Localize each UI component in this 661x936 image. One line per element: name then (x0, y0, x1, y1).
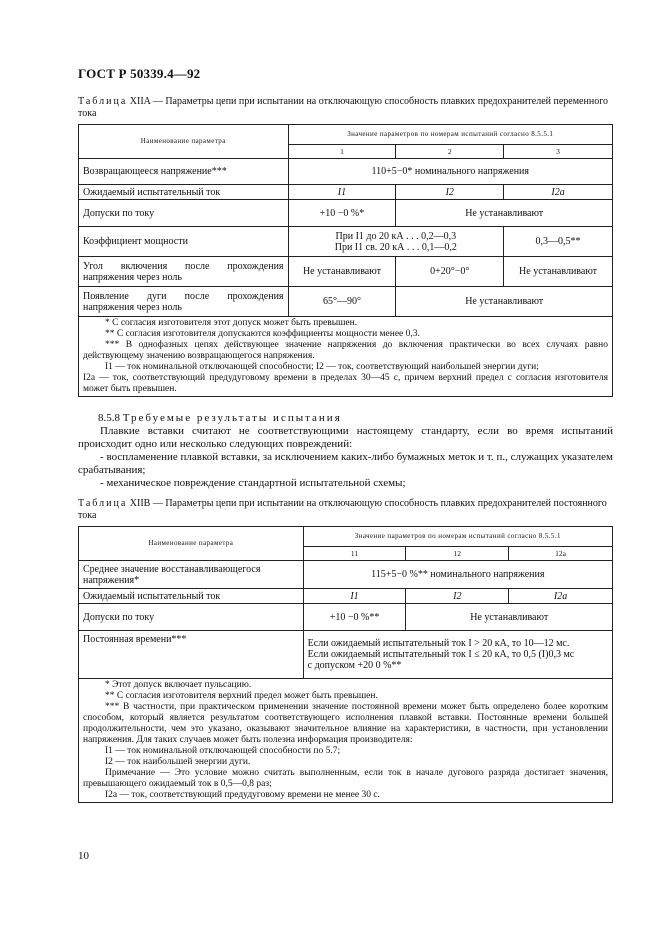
section-title: Требуемые результаты испытания (122, 412, 342, 424)
table-a-num-1: 1 (288, 145, 396, 159)
table-b-num-2: 12 (406, 547, 509, 561)
table-a-r2-v1: I1 (288, 185, 396, 200)
table-a-r3-label: Допуски по току (79, 200, 289, 227)
table-a-r4-v1b: При I1 св. 20 кА . . . 0,1—0,2 (334, 241, 457, 253)
table-a-note-4: I1 — ток номинальной отключающей способности; I2 — ток, соответствующий наибольшей энергии дуги; (105, 362, 539, 372)
table-a-caption-text: XIIA — Параметры цепи при испытании на отключающую способность плавких предохранителей переменного тока (78, 96, 609, 119)
table-a-r5-v1: Не устанавливают (288, 257, 396, 287)
table-a-r1-value: 110+5−0* номинального напряжения (288, 159, 612, 185)
table-b-note-3: *** В частности, при практическом применении значение постоянной времени может быть определено более коротким способом, который является результатом соответствующего исполнения плавкой вставки. Постоянные времени большей продолжительности, чем это указано, оказывают значительное влияние на характеристики, в частности, при установлении напряжения. Для таких случаев может быть полезна информация производителя: (83, 702, 608, 745)
table-b-caption-text: XIIB — Параметры цепи при испытании на отключающую способность плавких предохранителей постоянного тока (78, 498, 607, 521)
table-b-r4-a: Если ожидаемый испытательный ток I > 20 кА, то 10—12 мс. (307, 638, 570, 649)
table-a-r6-v2: Не устанавливают (396, 287, 613, 317)
table-a-note-5: I2a — ток, соответствующий предудуговому времени в пределах 30—45 с, причем верхний предел с согласия изготовителя может быть превышен. (83, 373, 608, 394)
table-a-r2-v2: I2 (396, 185, 504, 200)
table-b-r2-v1: I1 (303, 589, 406, 604)
section-para-1: Плавкие вставки считают не соответствующими настоящему стандарту, если во время испытаний происходит одно или несколько следующих повреждений: (78, 425, 613, 450)
table-b-num-1: 11 (303, 547, 406, 561)
table-b-r3-v1: +10 −0 %** (303, 604, 406, 631)
table-b-note-4: I1 — ток номинальной отключающей способности по 5.7; (105, 746, 341, 756)
table-b-caption-word: Таблица (78, 498, 128, 509)
table-b-r4-label: Постоянная времени*** (79, 631, 304, 679)
table-a-r4-v1a: При I1 до 20 кА . . . 0,2—0,3 (335, 230, 457, 242)
table-a-col-values: Значение параметров по номерам испытаний согласно 8.5.5.1 (288, 125, 612, 145)
table-a-r4-label: Коэффициент мощности (79, 227, 289, 257)
table-b-r4-c: с допуском +20 0 %** (307, 660, 402, 671)
table-b-num-3: 12a (509, 547, 613, 561)
table-a-r1-label: Возвращающееся напряжение*** (79, 159, 289, 185)
table-a-col-name: Наименование параметра (79, 125, 289, 159)
table-b-r4-b: Если ожидаемый испытательный ток I ≤ 20 кА, то 0,5 (I)0,3 мс (307, 649, 575, 660)
table-a-r5-label: Угол включения после прохождения напряжения через ноль (79, 257, 289, 287)
table-a-caption (78, 96, 613, 120)
table-b-col-values: Значение параметров по номерам испытаний согласно 8.5.5.1 (303, 527, 612, 547)
table-b-r2-label: Ожидаемый испытательный ток (79, 589, 304, 604)
table-b-r1-label: Среднее значение восстанавливающегося напряжения* (79, 561, 304, 589)
table-a-r3-v2: Не устанавливают (396, 200, 613, 227)
table-b-caption (78, 498, 613, 522)
table-a-r6-label: Появление дуги после прохождения напряжения через ноль (79, 287, 289, 317)
table-b-r3-label: Допуски по току (79, 604, 304, 631)
table-a-note-1: * С согласия изготовителя этот допуск может быть превышен. (105, 318, 358, 328)
table-a-note-2: ** С согласия изготовителя допускаются коэффициенты мощности менее 0,3. (105, 329, 420, 339)
table-a-caption-word: Таблица (78, 96, 128, 107)
table-b (78, 526, 613, 803)
table-b-r2-v2: I2 (406, 589, 509, 604)
table-a-num-2: 2 (396, 145, 504, 159)
table-a (78, 124, 613, 397)
table-a-r5-v3: Не устанавливают (504, 257, 613, 287)
table-b-note-2: ** С согласия изготовителя верхний предел может быть превышен. (105, 691, 378, 701)
section-para-2: - воспламенение плавкой вставки, за исключением каких-либо бумажных меток и т. п., служащих указателем срабатывания; (78, 451, 613, 476)
section-number: 8.5.8 (98, 412, 120, 424)
table-a-r4-v1 (288, 227, 504, 257)
table-b-r1-value: 115+5−0 %** номинального напряжения (303, 561, 612, 589)
table-a-r2-label: Ожидаемый испытательный ток (79, 185, 289, 200)
table-b-col-name: Наименование параметра (79, 527, 304, 561)
table-b-r3-v2: Не устанавливают (406, 604, 613, 631)
table-b-note-6: Примечание — Это условие можно считать выполненным, если ток в начале дугового разряда достигает значения, превышающего ожидаемый ток в 0,5—0,8 раз; (83, 768, 608, 789)
table-a-r3-v1: +10 −0 %* (288, 200, 396, 227)
page-number: 10 (78, 850, 89, 862)
table-b-note-5: I2 — ток наибольшей энергии дуги. (105, 757, 251, 767)
table-a-note-3: *** В однофазных цепях действующее значение напряжения до включения практически во всех случаях равно действующему значению возвращающегося напряжения. (83, 340, 608, 361)
table-b-note-7: I2a — ток, соответствующий предудуговому времени не менее 30 с. (105, 790, 380, 800)
table-b-note-1: * Этот допуск включает пульсацию. (105, 680, 252, 690)
table-a-r4-v3: 0,3—0,5** (504, 227, 613, 257)
section-para-3: - механическое повреждение стандартной испытательной схемы; (100, 477, 406, 489)
table-a-num-3: 3 (504, 145, 613, 159)
section-8-5-8 (78, 412, 613, 490)
table-a-r6-v1: 65°—90° (288, 287, 396, 317)
table-a-r5-v2: 0+20°−0° (396, 257, 504, 287)
table-b-r2-v3: I2a (509, 589, 613, 604)
table-a-r2-v3: I2a (504, 185, 613, 200)
table-b-r4-value (303, 631, 612, 679)
table-a-notes (79, 317, 613, 397)
section-heading (78, 412, 613, 425)
table-b-notes (79, 679, 613, 803)
standard-header: ГОСТ Р 50339.4—92 (78, 66, 201, 81)
